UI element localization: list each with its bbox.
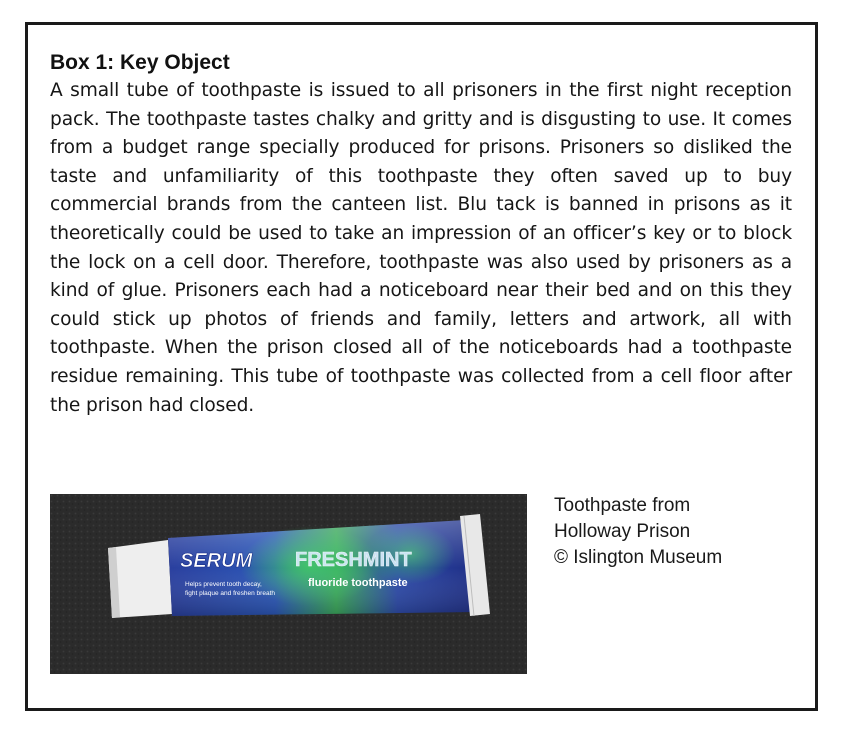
tube-product-text: FRESHMINT: [295, 549, 412, 571]
tube-subtitle-text: fluoride toothpaste: [308, 577, 408, 589]
key-object-box: [25, 22, 818, 711]
tube-brand-text: SERUM: [180, 550, 253, 572]
caption-line-2: Holloway Prison: [554, 521, 691, 542]
tube-tagline-1: Helps prevent tooth decay,: [185, 581, 262, 588]
caption-line-3: © Islington Museum: [554, 547, 723, 568]
toothpaste-tube-illustration: [50, 494, 527, 674]
caption-line-1: Toothpaste from: [554, 495, 691, 516]
toothpaste-photo: [50, 494, 527, 674]
box-title: Box 1: Key Object: [50, 51, 230, 74]
photo-caption: [554, 493, 722, 571]
tube-tagline-2: fight plaque and freshen breath: [185, 590, 275, 597]
box-body-text: A small tube of toothpaste is issued to all prisoners in the first night reception pack. The toothpaste tastes chalky and gritty and is disgusting to use. It comes from a budget range specially produced for prisons. Prisoners so disliked the taste and unfamiliarity of this toothpaste they often saved up to buy commercial brands from the canteen list. Blu tack is banned in prisons as it theoretically could be used to take an impression of an officer’s key or to block the lock on a cell door. Therefore, toothpaste was also used by prisoners as a kind of glue. Prisoners each had a noticeboard near their bed and on this they could stick up photos of friends and family, letters and artwork, all with toothpaste. When the prison closed all of the noticeboards had a toothpaste residue remaining. This tube of toothpaste was collected from a cell floor after the prison had closed.: [50, 80, 792, 416]
